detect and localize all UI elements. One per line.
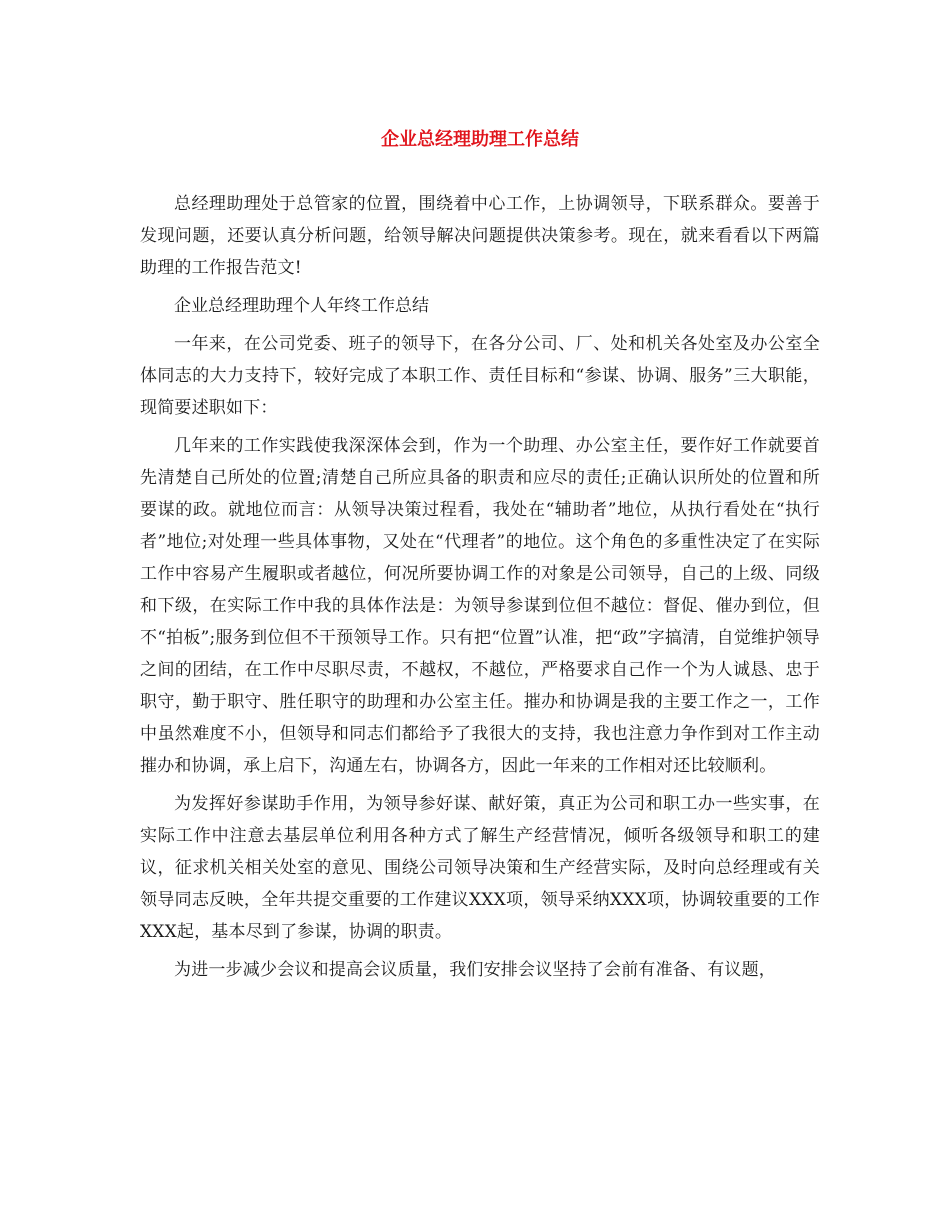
section-subtitle: 企业总经理助理个人年终工作总结	[174, 296, 429, 316]
body-paragraph: 为发挥好参谋助手作用，为领导参好谋、献好策，真正为公司和职工办一些实事，在实际工作中注意去基层单位利用各种方式了解生产经营情况，倾听各级领导和职工的建议，征求机关相关处室的意见、围绕公司领导决策和生产经营实际，及时向总经理或有关领导同志反映，全年共提交重要的工作建议XXX项，领导采纳XXX项，协调较重要的工作XXX起，基本尽到了参谋，协调的职责。	[140, 794, 820, 942]
body-paragraph: 为进一步减少会议和提高会议质量，我们安排会议坚持了会前有准备、有议题，	[174, 960, 776, 980]
document-title: 企业总经理助理工作总结	[381, 129, 579, 150]
body-paragraph: 几年来的工作实践使我深深体会到，作为一个助理、办公室主任，要作好工作就要首先清楚自己所处的位置;清楚自己所应具备的职责和应尽的责任;正确认识所处的位置和所要谋的政。就地位而言：从领导决策过程看，我处在“辅助者”地位，从执行看处在“执行者”地位;对处理一些具体事物，又处在“代理者”的地位。这个角色的多重性决定了在实际工作中容易产生履职或者越位，何况所要协调工作的对象是公司领导，自己的上级、同级和下级，在实际工作中我的具体作法是：为领导参谋到位但不越位：督促、催办到位，但不“拍板”;服务到位但不干预领导工作。只有把“位置”认准，把“政”字搞清，自觉维护领导之间的团结，在工作中尽职尽责，不越权，不越位，严格要求自己作一个为人诚恳、忠于职守，勤于职守、胜任职守的助理和办公室主任。摧办和协调是我的主要工作之一，工作中虽然难度不小，但领导和同志们都给予了我很大的支持，我也注意力争作到对工作主动摧办和协调，承上启下，沟通左右，协调各方，因此一年来的工作相对还比较顺利。	[140, 436, 820, 776]
body-paragraph: 一年来，在公司党委、班子的领导下，在各分公司、厂、处和机关各处室及办公室全体同志的大力支持下，较好完成了本职工作、责任目标和“参谋、协调、服务”三大职能，现简要述职如下：	[140, 334, 820, 418]
intro-paragraph: 总经理助理处于总管家的位置，围绕着中心工作，上协调领导，下联系群众。要善于发现问题，还要认真分析问题，给领导解决问题提供决策参考。现在，就来看看以下两篇助理的工作报告范文!	[140, 194, 820, 278]
document-body	[140, 188, 820, 986]
